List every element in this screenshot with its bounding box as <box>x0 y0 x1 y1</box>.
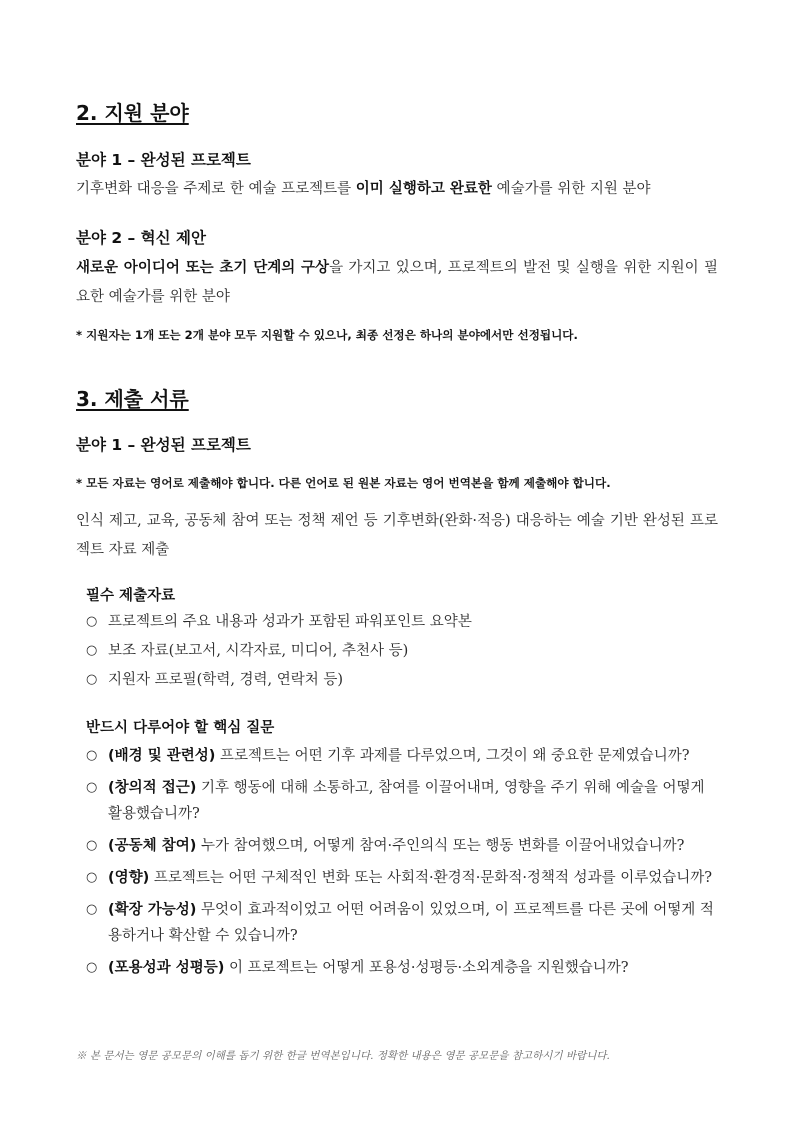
required-docs-list <box>86 609 718 696</box>
list-item <box>86 667 718 693</box>
required-doc-text: 프로젝트의 주요 내용과 성과가 포함된 파워포인트 요약본 <box>108 614 472 630</box>
list-item <box>86 833 718 859</box>
list-item <box>86 743 718 769</box>
question-label: (창의적 접근) <box>108 780 197 796</box>
list-item <box>86 955 718 981</box>
list-item <box>86 865 718 891</box>
circle-bullet-icon: ○ <box>86 614 98 629</box>
circle-bullet-icon: ○ <box>86 748 98 763</box>
submission-area-1-heading: 분야 1 – 완성된 프로젝트 <box>76 436 251 454</box>
area-2-description: 새로운 아이디어 또는 초기 단계의 구상을 가지고 있으며, 프로젝트의 발전 및 실행을 위한 지원이 필요한 예술가를 위한 분야 <box>76 260 718 305</box>
question-text: 이 프로젝트는 어떻게 포용성·성평등·소외계층을 지원했습니까? <box>224 960 629 976</box>
area-1-description: 기후변화 대응을 주제로 한 예술 프로젝트를 이미 실행하고 완료한 예술가를 위한 지원 분야 <box>76 181 651 197</box>
circle-bullet-icon: ○ <box>86 902 98 917</box>
key-questions-heading: 반드시 다루어야 할 핵심 질문 <box>86 720 275 736</box>
question-text: 누가 참여했으며, 어떻게 참여·주인의식 또는 행동 변화를 이끌어내었습니까? <box>196 838 685 854</box>
key-questions-list <box>86 743 718 987</box>
question-text: 기후 행동에 대해 소통하고, 참여를 이끌어내며, 영향을 주기 위해 예술을 어떻게 활용했습니까? <box>108 780 705 822</box>
circle-bullet-icon: ○ <box>86 643 98 658</box>
question-text: 프로젝트는 어떤 구체적인 변화 또는 사회적·환경적·문화적·정책적 성과를 이루었습니까? <box>149 870 713 886</box>
circle-bullet-icon: ○ <box>86 672 98 687</box>
question-text: 프로젝트는 어떤 기후 과제를 다루었으며, 그것이 왜 중요한 문제였습니까? <box>215 748 690 764</box>
circle-bullet-icon: ○ <box>86 870 98 885</box>
question-label: (배경 및 관련성) <box>108 748 216 764</box>
circle-bullet-icon: ○ <box>86 780 98 795</box>
question-label: (포용성과 성평등) <box>108 960 225 976</box>
circle-bullet-icon: ○ <box>86 838 98 853</box>
application-note: * 지원자는 1개 또는 2개 분야 모두 지원할 수 있으나, 최종 선정은 하나의 분야에서만 선정됩니다. <box>76 328 578 342</box>
area-2-heading: 분야 2 – 혁신 제안 <box>76 229 206 247</box>
language-note: * 모든 자료는 영어로 제출해야 합니다. 다른 언어로 된 원본 자료는 영어 번역본을 함께 제출해야 합니다. <box>76 476 611 490</box>
question-label: (확장 가능성) <box>108 902 197 918</box>
list-item <box>86 609 718 635</box>
question-label: (영향) <box>108 870 150 886</box>
section-3-title: 3. 제출 서류 <box>76 387 189 411</box>
area-1-heading: 분야 1 – 완성된 프로젝트 <box>76 151 251 169</box>
question-text: 무엇이 효과적이었고 어떤 어려움이 있었으며, 이 프로젝트를 다른 곳에 어떻게 적용하거나 확산할 수 있습니까? <box>108 902 714 944</box>
list-item <box>86 775 718 827</box>
required-doc-text: 지원자 프로필(학력, 경력, 연락처 등) <box>108 672 344 688</box>
submission-intro: 인식 제고, 교육, 공동체 참여 또는 정책 제언 등 기후변화(완화·적응) 대응하는 예술 기반 완성된 프로젝트 자료 제출 <box>76 513 718 558</box>
list-item <box>86 638 718 664</box>
required-docs-heading: 필수 제출자료 <box>86 588 176 604</box>
required-doc-text: 보조 자료(보고서, 시각자료, 미디어, 추천사 등) <box>108 643 409 659</box>
section-2-title: 2. 지원 분야 <box>76 101 189 125</box>
circle-bullet-icon: ○ <box>86 960 98 975</box>
list-item <box>86 897 718 949</box>
question-label: (공동체 참여) <box>108 838 197 854</box>
translation-disclaimer: ※ 본 문서는 영문 공모문의 이해를 돕기 위한 한글 번역본입니다. 정확한 내용은 영문 공모문을 참고하시기 바랍니다. <box>76 1050 610 1062</box>
